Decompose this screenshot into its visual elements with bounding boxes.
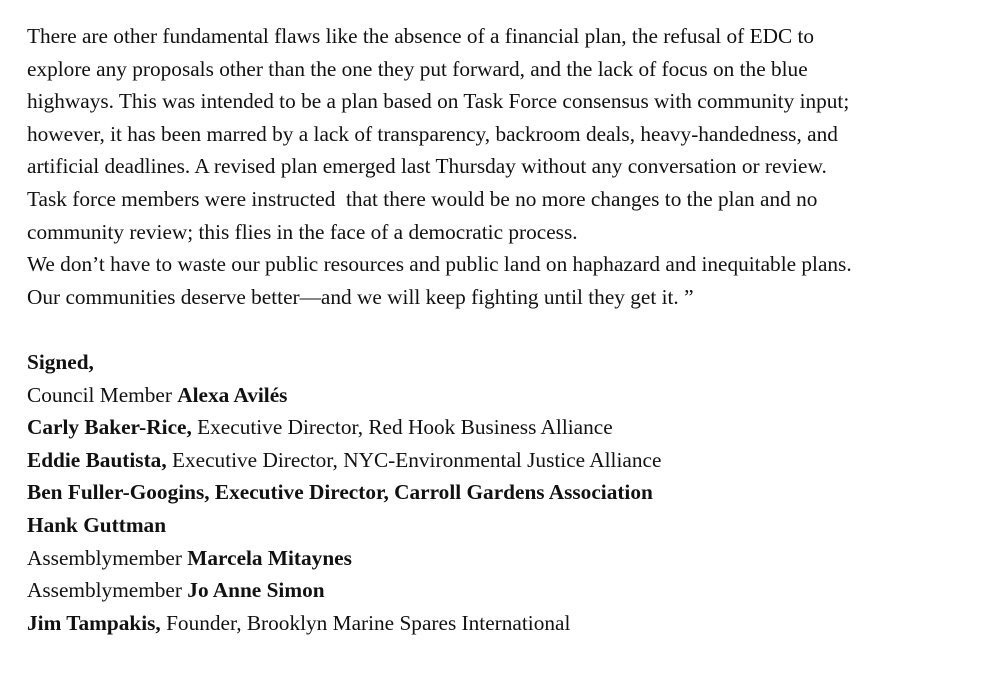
signatory-name: Carly Baker-Rice, [27,415,192,440]
signatory-title: Council Member [27,382,178,407]
signatory-entry [27,379,995,412]
signatory-entry [27,444,995,477]
signatory-name: Hank Guttman [27,512,167,537]
paragraph-line: however, it has been marred by a lack of transparency, backroom deals, heavy-handedness, and [27,121,838,146]
signatory-entry [27,411,995,444]
signatory-affiliation: Executive Director, Red Hook Business Alliance [191,415,613,440]
signatory-entry [27,542,995,575]
signatory-name: Jo Anne Simon [187,578,325,603]
signatory-entry [27,574,995,607]
paragraph-line: community review; this flies in the face of a democratic process. [27,219,578,244]
paragraph-line: Our communities deserve better—and we will keep fighting until they get it. ” [27,284,694,309]
signatory-title: Assemblymember [27,578,188,603]
paragraph-line: explore any proposals other than the one they put forward, and the lack of focus on the blue [27,56,808,81]
signatory-affiliation: Founder, Brooklyn Marine Spares International [160,610,571,635]
signatory-name: Ben Fuller-Googins, Executive Director, Carroll Gardens Association [27,480,653,505]
signature-heading: Signed, [27,349,94,374]
paragraph-line: Task force members were instructed that there would be no more changes to the plan and no [27,186,818,211]
signatory-name: Jim Tampakis, [27,610,161,635]
signatory-entry [27,476,995,509]
signatory-entry [27,509,995,542]
signatory-entry [27,607,995,640]
paragraph-line: highways. This was intended to be a plan based on Task Force consensus with community input; [27,89,850,114]
document-body [27,20,995,639]
paragraph-line: artificial deadlines. A revised plan emerged last Thursday without any conversation or review. [27,154,827,179]
paragraph-line: There are other fundamental flaws like the absence of a financial plan, the refusal of EDC to [27,24,815,48]
signatory-name: Eddie Bautista, [27,447,167,472]
statement-paragraph [27,20,995,313]
paragraph-spacer [27,313,995,346]
signature-block [27,346,995,639]
signatory-title: Assemblymember [27,545,188,570]
signatory-name: Alexa Avilés [177,382,288,407]
paragraph-line: We don’t have to waste our public resources and public land on haphazard and inequitable plans. [27,252,852,277]
signatory-name: Marcela Mitaynes [187,545,352,570]
signatory-affiliation: Executive Director, NYC-Environmental Justice Alliance [166,447,662,472]
